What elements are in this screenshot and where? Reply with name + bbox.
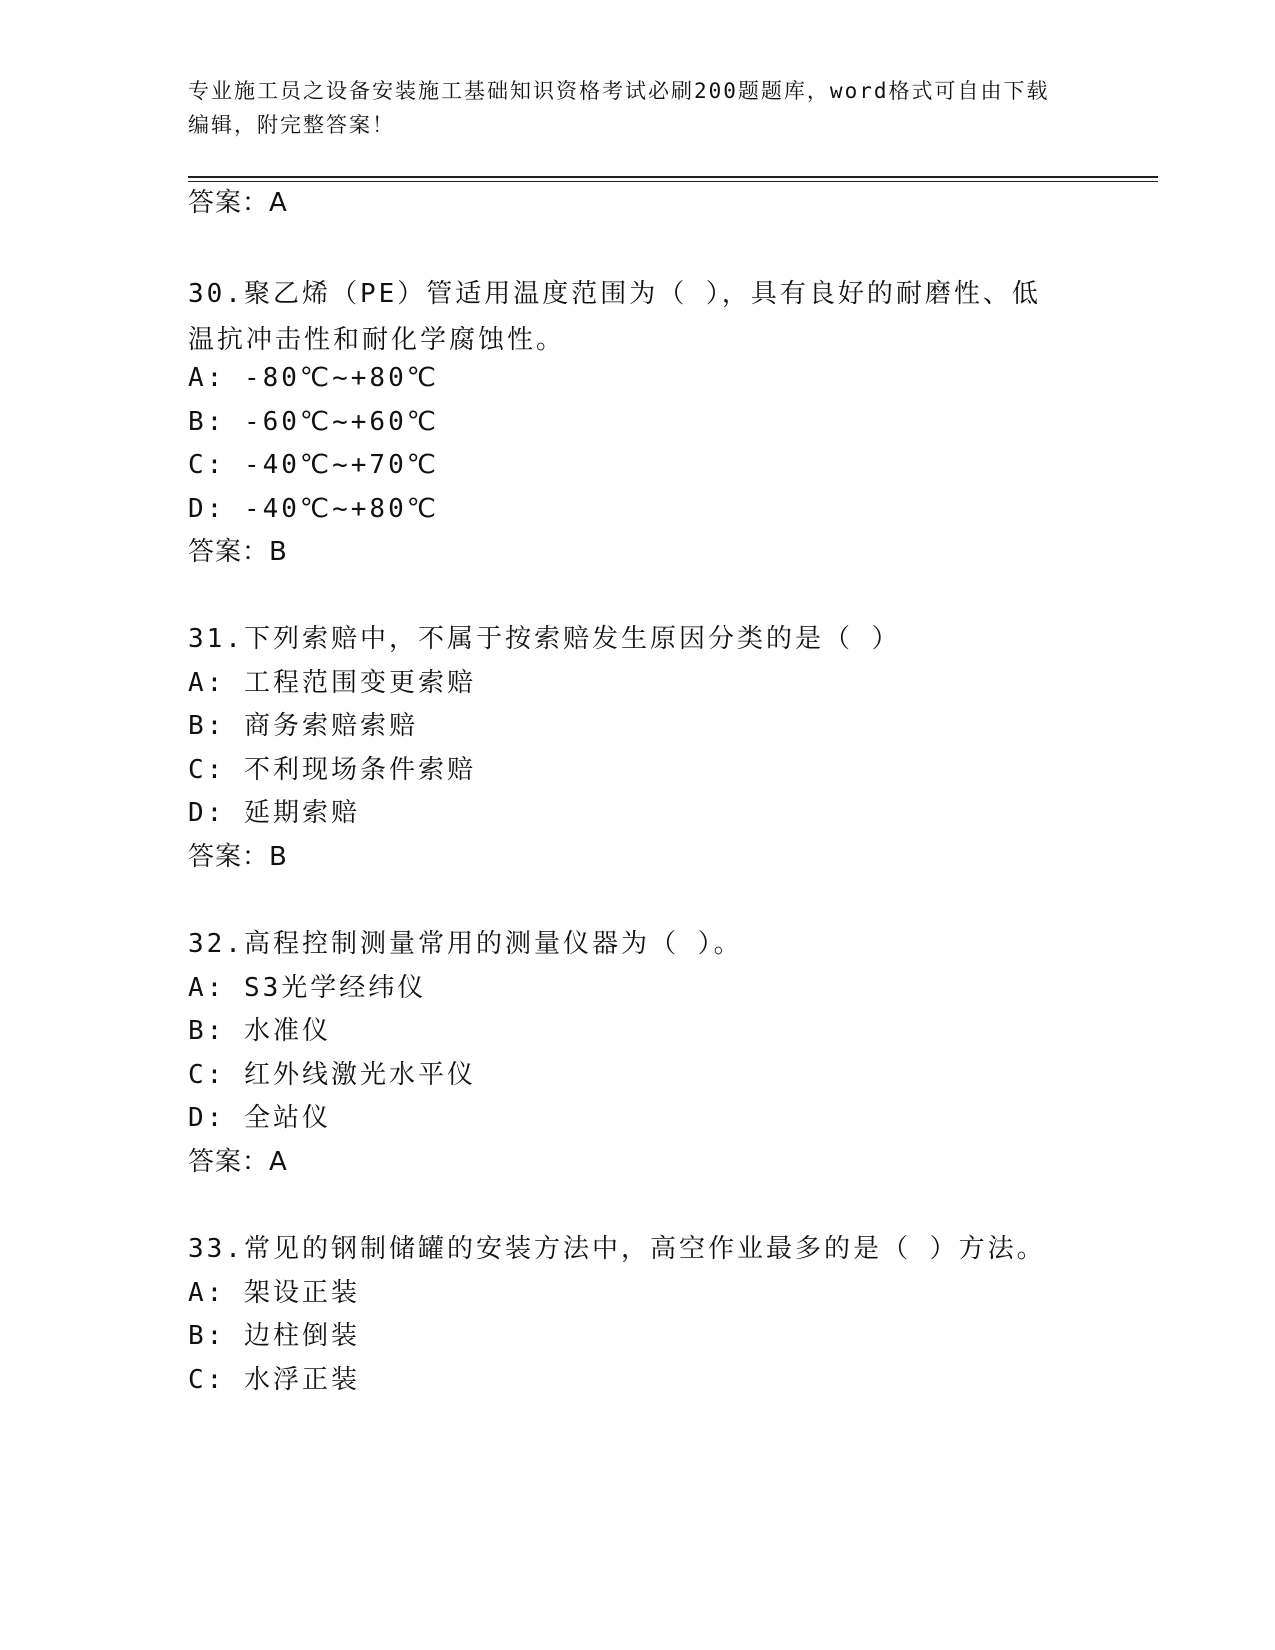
question-30-option-b: B: -60℃~+60℃ (188, 407, 439, 437)
question-33-option-b: B: 边柱倒装 (188, 1321, 360, 1351)
question-31-option-d: D: 延期索赔 (188, 798, 360, 828)
question-33-option-a: A: 架设正装 (188, 1278, 360, 1308)
question-32-option-c: C: 红外线激光水平仪 (188, 1060, 476, 1090)
question-30-option-c: C: -40℃~+70℃ (188, 450, 439, 480)
header-divider-thick (188, 176, 1158, 178)
question-32-option-b: B: 水准仪 (188, 1016, 331, 1046)
question-31-option-b: B: 商务索赔索赔 (188, 711, 418, 741)
question-30-option-d: D: -40℃~+80℃ (188, 494, 439, 524)
question-30-option-a: A: -80℃~+80℃ (188, 363, 439, 393)
question-33-option-c: C: 水浮正装 (188, 1365, 360, 1395)
question-32-option-d: D: 全站仪 (188, 1103, 331, 1133)
question-32-option-a: A: S3光学经纬仪 (188, 973, 427, 1003)
question-31-option-a: A: 工程范围变更索赔 (188, 668, 476, 698)
question-33-stem: 33.常见的钢制储罐的安装方法中，高空作业最多的是（ ）方法。 (188, 1234, 1046, 1264)
question-31-stem: 31.下列索赔中，不属于按索赔发生原因分类的是（ ） (188, 624, 901, 654)
question-31-option-c: C: 不利现场条件索赔 (188, 755, 476, 785)
document-header: 专业施工员之设备安装施工基础知识资格考试必刷200题题库，word格式可自由下载编辑，附完整答案！ (188, 79, 1050, 137)
question-32-answer: 答案：A (188, 1147, 288, 1177)
question-31-answer: 答案：B (188, 842, 288, 872)
question-30-stem: 30.聚乙烯（PE）管适用温度范围为（ ），具有良好的耐磨性、低温抗冲击性和耐化学腐蚀性。 (188, 279, 1041, 355)
question-30-answer: 答案：B (188, 537, 288, 567)
question-32-stem: 32.高程控制测量常用的测量仪器为（ ）。 (188, 929, 743, 959)
header-divider-thin (188, 181, 1158, 182)
previous-answer: 答案：A (188, 188, 288, 218)
